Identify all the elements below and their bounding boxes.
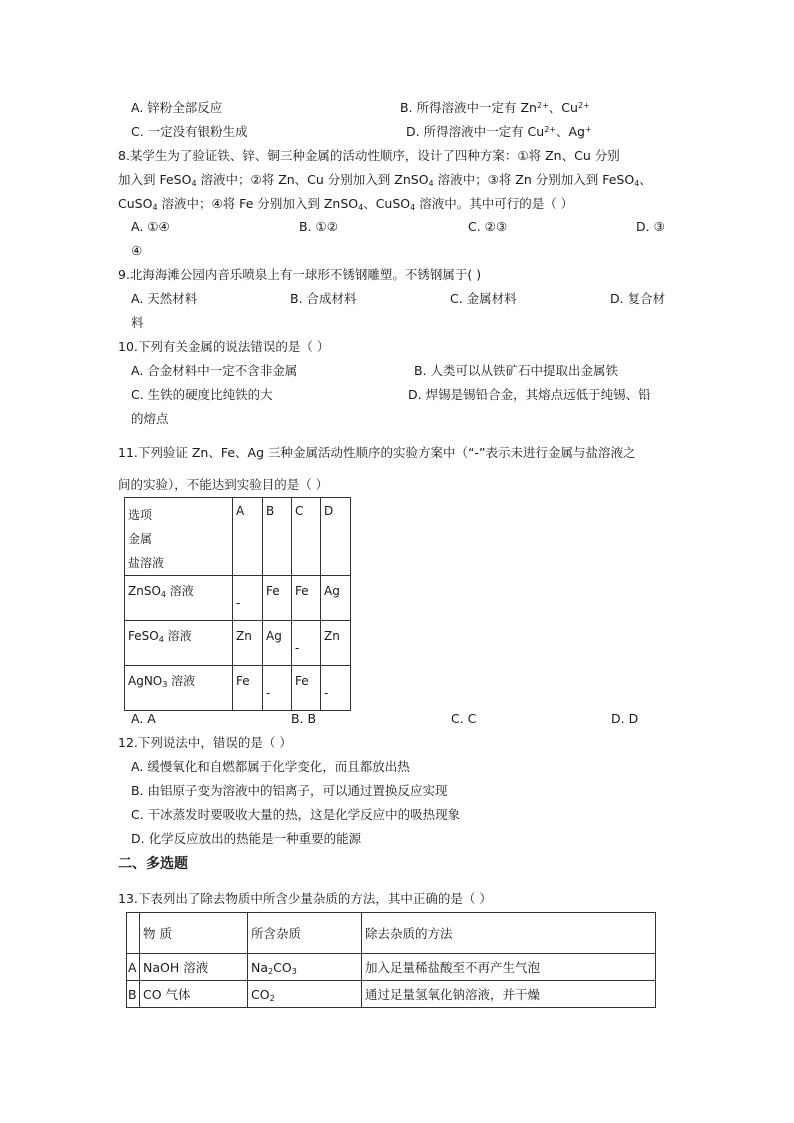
q13-row-key: B [127,981,140,1008]
q11-cell: Fe [266,584,280,598]
q11-cell: - [236,596,241,610]
q10-option-c: C. 生铁的硬度比纯铁的大 [131,387,273,402]
q10-stem: 10.下列有关金属的说法错误的是（ ） [118,339,330,354]
section-title: 二、多选题 [118,856,188,872]
q9-option-d: D. 复合材 [610,291,666,306]
q12-option-c: C. 干冰蒸发时要吸收大量的热，这是化学反应中的吸热现象 [131,807,461,822]
q13-table [126,912,656,1008]
q11-table [124,497,351,711]
q11-cell: Ag [324,584,340,598]
table-row [127,913,656,954]
q12-option-a: A. 缓慢氧化和自燃都属于化学变化，而且都放出热 [131,759,410,774]
q11-row-label: FeSO$_4$ 溶液 [128,629,192,644]
q8-stem-line2: 加入到 FeSO$_4$ 溶液中；②将 Zn、Cu 分别加入到 ZnSO$_4$ 溶液中；③将 Zn 分别加入到 FeSO$_4$、 [118,172,652,188]
q11-option-b: B. B [291,711,317,726]
q11-cell: Fe [295,674,309,688]
q11-stem-line2: 间的实验），不能达到实验目的是（ ） [118,477,329,492]
q9-option-c: C. 金属材料 [450,291,517,306]
table-row [127,954,656,981]
q13-row-impurity: $Na_2CO_3$ [248,954,362,981]
q13-header-method: 除去杂质的方法 [362,913,656,954]
q10-option-a: A. 合金材料中一定不含非金属 [131,363,298,378]
q13-row-method: 加入足量稀盐酸至不再产生气泡 [362,954,656,981]
q10-option-d-wrap: 的熔点 [131,411,169,426]
q11-option-a: A. A [131,711,156,726]
q13-row-impurity: $CO_2$ [248,981,362,1008]
q11-cell: - [266,686,271,700]
q11-row-label: ZnSO$_4$ 溶液 [128,584,194,599]
q7-option-c: C. 一定没有银粉生成 [131,124,248,139]
q8-option-d: D. ③ [636,219,665,234]
q11-option-c: C. C [451,711,477,726]
table-row [127,981,656,1008]
q13-header-impurity: 所含杂质 [248,913,362,954]
q11-header-option: 选项 [128,508,153,522]
q10-option-d: D. 焊锡是锡铅合金，其熔点远低于纯锡、铅 [408,387,651,402]
q11-col-b: B [266,504,275,518]
q7-option-a: A. 锌粉全部反应 [131,100,223,115]
q13-header-key [127,913,140,954]
q8-option-c: C. ②③ [468,219,508,234]
q11-row-label: AgNO$_3$ 溶液 [128,674,196,689]
q11-col-a: A [236,504,245,518]
q8-option-b: B. ①② [299,219,338,234]
q13-row-substance: CO 气体 [140,981,248,1008]
q11-col-d: D [324,504,334,518]
q11-header-cell [125,498,233,576]
q11-stem-line1: 11.下列验证 Zn、Fe、Ag 三种金属活动性顺序的实验方案中（“-”表示未进行金属与盐溶液之 [118,445,636,460]
q9-stem: 9.北海海滩公园内音乐喷泉上有一球形不锈钢雕塑。不锈钢属于( ) [118,267,482,282]
q7-option-d: D. 所得溶液中一定有 $Cu^{2+}$、Ag+ [406,124,592,139]
q9-option-d-wrap: 料 [131,315,144,330]
table-row [125,621,351,666]
q13-stem: 13.下表列出了除去物质中所含少量杂质的方法，其中正确的是（ ） [118,891,492,906]
q12-stem: 12.下列说法中，错误的是（ ） [118,735,292,750]
q11-cell: - [324,686,329,700]
q11-cell: Zn [324,629,340,643]
table-row [125,576,351,621]
q9-option-a: A. 天然材料 [131,291,198,306]
q11-header-solution: 盐溶液 [128,556,165,570]
q9-option-b: B. 合成材料 [290,291,357,306]
q13-header-substance: 物 质 [140,913,248,954]
table-row [125,666,351,711]
q8-stem-line1: 8.某学生为了验证铁、锌、铜三种金属的活动性顺序，设计了四种方案：①将 Zn、Cu 分别 [118,148,620,163]
q11-cell: Zn [236,629,252,643]
q8-option-a: A. ①④ [131,219,170,234]
q8-stem-line3: CuSO$_4$ 溶液中；④将 Fe 分别加入到 ZnSO$_4$、CuSO$_4$ 溶液中。其中可行的是（ ） [118,196,574,212]
q11-cell: Fe [295,584,309,598]
q12-option-b: B. 由铝原子变为溶液中的铝离子，可以通过置换反应实现 [131,783,448,798]
q7-option-b: B. 所得溶液中一定有 $Zn^{2+}$、$Cu^{2+}$ [400,100,590,115]
q11-col-c: C [295,504,304,518]
q11-option-d: D. D [611,711,639,726]
q12-option-d: D. 化学反应放出的热能是一种重要的能源 [131,831,362,846]
q13-row-substance: NaOH 溶液 [140,954,248,981]
q8-option-d-wrap: ④ [131,243,143,258]
q13-row-key: A [127,954,140,981]
q11-header-metal: 金属 [128,532,153,546]
q11-cell: Fe [236,674,250,688]
q11-cell: - [295,641,300,655]
q13-row-method: 通过足量氢氧化钠溶液，并干燥 [362,981,656,1008]
q10-option-b: B. 人类可以从铁矿石中提取出金属铁 [414,363,619,378]
q11-cell: Ag [266,629,282,643]
